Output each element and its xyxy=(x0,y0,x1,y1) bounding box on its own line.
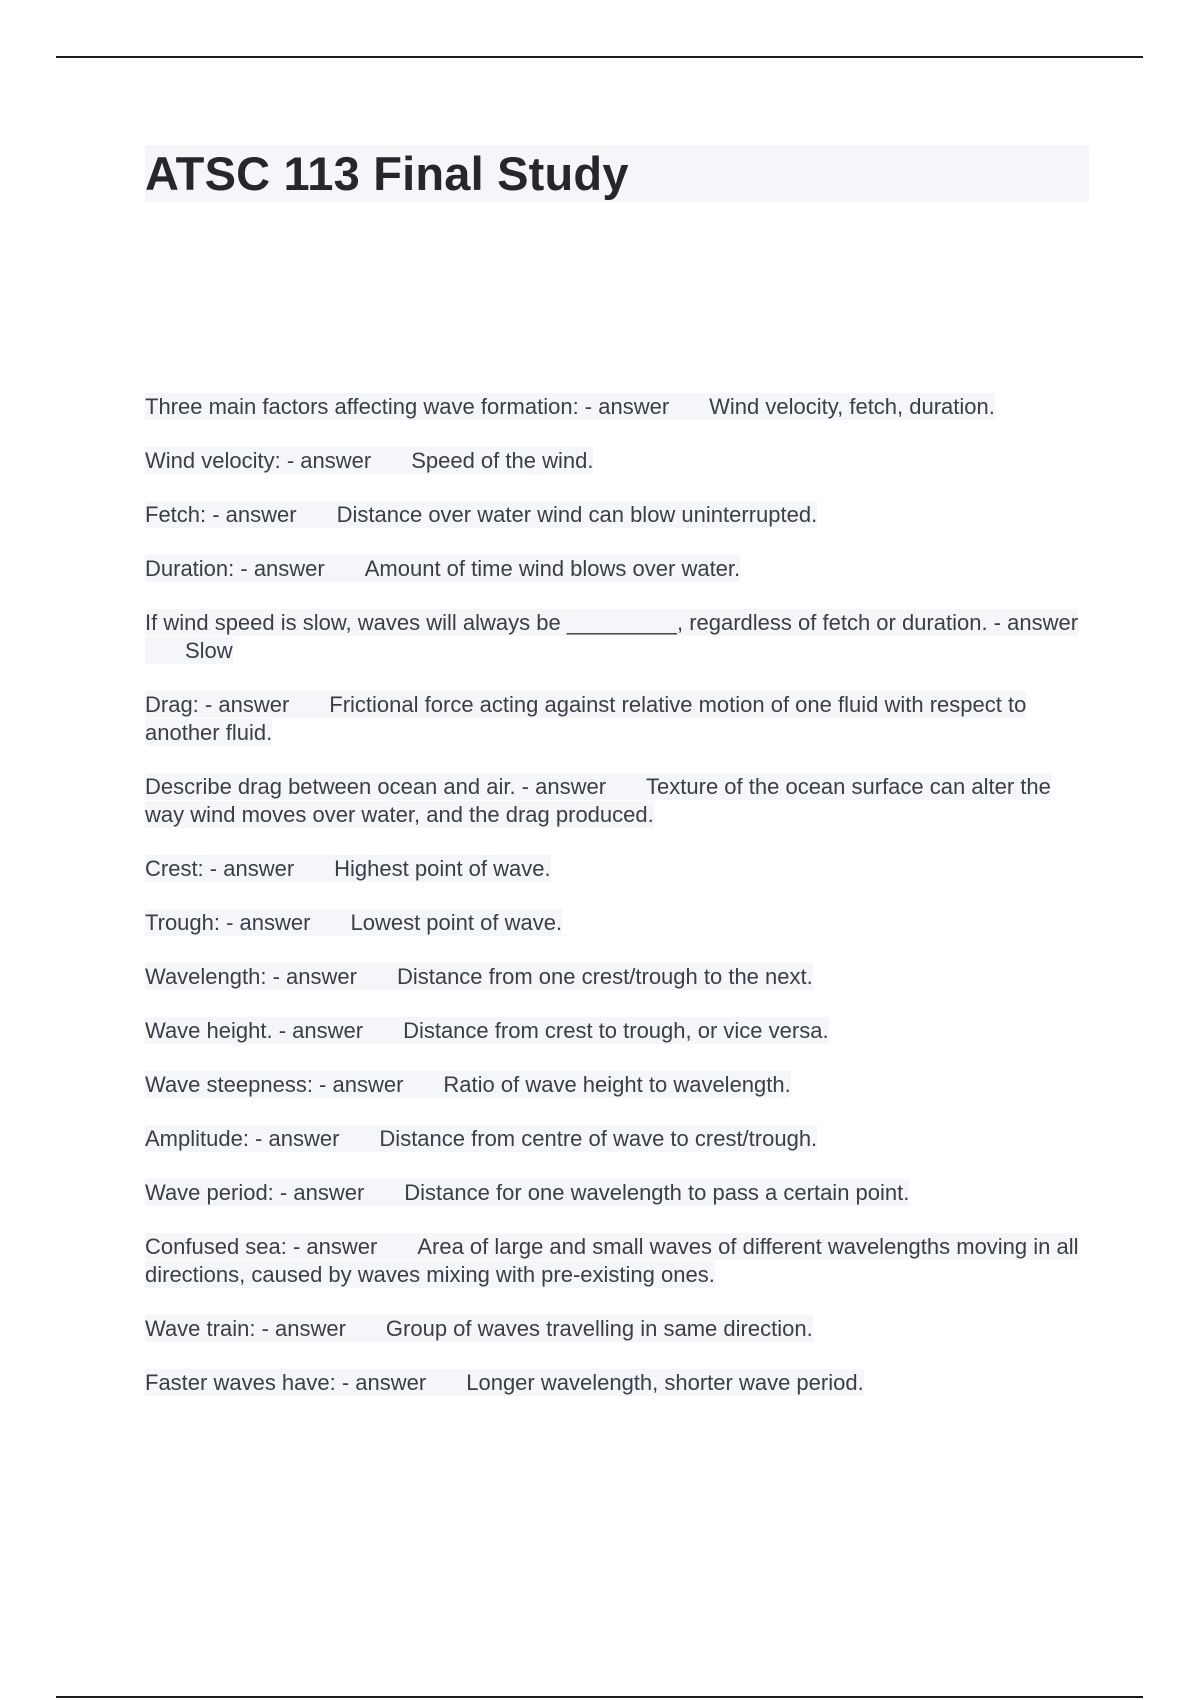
flashcard-item xyxy=(145,963,1090,991)
card-question: Wave period: - answer xyxy=(145,1180,365,1205)
card-answer: Wind velocity, fetch, duration. xyxy=(709,394,995,419)
document-title: ATSC 113 Final Study xyxy=(145,147,629,200)
card-question: Fetch: - answer xyxy=(145,502,297,527)
card-answer: Texture of the ocean surface can alter the way wind moves over water, and the drag produced. xyxy=(145,774,1051,827)
flashcard-item xyxy=(145,555,1090,583)
card-answer: Distance for one wavelength to pass a certain point. xyxy=(404,1180,910,1205)
flashcard-list xyxy=(145,393,1090,1423)
flashcard-item xyxy=(145,855,1090,883)
card-answer: Amount of time wind blows over water. xyxy=(364,556,741,581)
card-answer: Longer wavelength, shorter wave period. xyxy=(466,1370,864,1395)
flashcard-item xyxy=(145,1071,1090,1099)
top-rule xyxy=(56,56,1143,58)
bottom-rule xyxy=(56,1696,1143,1698)
card-question: Trough: - answer xyxy=(145,910,311,935)
card-question: Amplitude: - answer xyxy=(145,1126,340,1151)
flashcard-item xyxy=(145,447,1090,475)
card-answer: Ratio of wave height to wavelength. xyxy=(443,1072,791,1097)
card-answer: Group of waves travelling in same direction. xyxy=(385,1316,813,1341)
card-question: Describe drag between ocean and air. - answer xyxy=(145,774,607,799)
card-answer: Distance from centre of wave to crest/trough. xyxy=(379,1126,818,1151)
card-question: Wave train: - answer xyxy=(145,1316,346,1341)
card-question: Wave height. - answer xyxy=(145,1018,364,1043)
flashcard-item xyxy=(145,393,1090,421)
card-answer: Distance from one crest/trough to the next. xyxy=(396,964,813,989)
card-answer: Highest point of wave. xyxy=(334,856,551,881)
flashcard-item xyxy=(145,609,1090,665)
flashcard-item xyxy=(145,1125,1090,1153)
card-question: Wave steepness: - answer xyxy=(145,1072,404,1097)
card-question: Three main factors affecting wave formation: - answer xyxy=(145,394,670,419)
flashcard-item xyxy=(145,1179,1090,1207)
card-answer: Distance from crest to trough, or vice versa. xyxy=(403,1018,829,1043)
card-answer: Frictional force acting against relative motion of one fluid with respect to another fluid. xyxy=(145,692,1027,745)
card-question: Crest: - answer xyxy=(145,856,295,881)
card-question: Drag: - answer xyxy=(145,692,290,717)
flashcard-item xyxy=(145,773,1090,829)
card-question: Duration: - answer xyxy=(145,556,325,581)
card-question: Faster waves have: - answer xyxy=(145,1370,427,1395)
flashcard-item xyxy=(145,909,1090,937)
card-answer: Speed of the wind. xyxy=(411,448,594,473)
card-question: Wavelength: - answer xyxy=(145,964,357,989)
card-answer: Distance over water wind can blow uninterrupted. xyxy=(336,502,818,527)
card-question: Wind velocity: - answer xyxy=(145,448,372,473)
card-answer: Lowest point of wave. xyxy=(350,910,563,935)
card-question: Confused sea: - answer xyxy=(145,1234,378,1259)
card-answer: Slow xyxy=(185,638,233,663)
flashcard-item xyxy=(145,1315,1090,1343)
flashcard-item xyxy=(145,691,1090,747)
flashcard-item xyxy=(145,1017,1090,1045)
card-answer: Area of large and small waves of different wavelengths moving in all directions, caused by waves mixing with pre-existing ones. xyxy=(145,1234,1079,1287)
flashcard-item xyxy=(145,501,1090,529)
flashcard-item xyxy=(145,1233,1090,1289)
flashcard-item xyxy=(145,1369,1090,1397)
card-question: If wind speed is slow, waves will always be _________, regardless of fetch or duration. - answer xyxy=(145,610,1079,635)
